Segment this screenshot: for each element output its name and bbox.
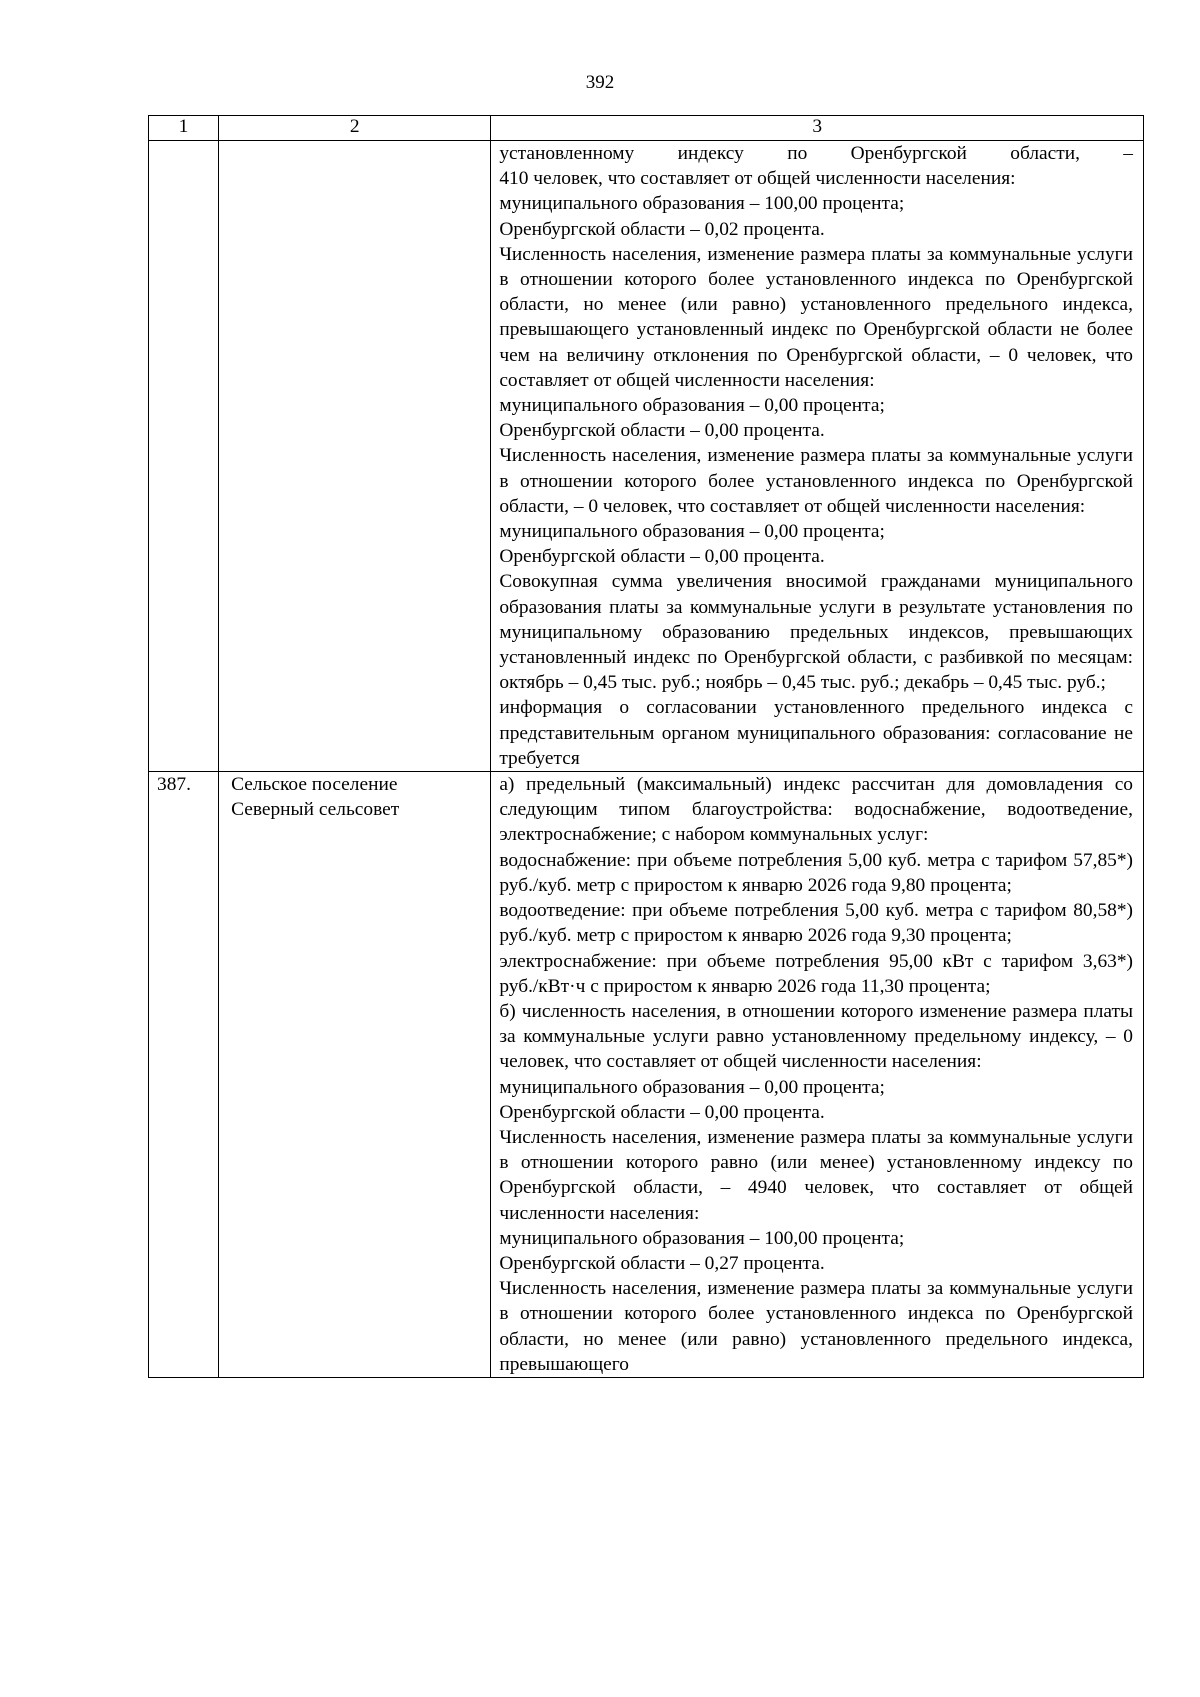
row-number-cell: 387. — [149, 772, 219, 1378]
description-paragraph: Численность населения, изменение размера платы за коммунальные услуги в отношении которого более установленного индекса по Оренбургской области, – 0 человек, что составляет от общей численности населения: — [499, 445, 1133, 517]
header-col-2: 2 — [219, 116, 491, 141]
description-paragraph: Оренбургской области – 0,00 процента. — [499, 1101, 825, 1123]
row-name-cell — [219, 772, 491, 1378]
description-paragraph: электроснабжение: при объеме потребления 95,00 кВт с тарифом 3,63*) руб./кВт·ч с приростом к январю 2026 года 11,30 процента; — [499, 950, 1133, 997]
page-number: 392 — [585, 72, 615, 93]
description-paragraph: информация о согласовании установленного предельного индекса с представительным органом муниципального образования: согласование не требуется — [499, 697, 1133, 769]
description-paragraph: Численность населения, изменение размера платы за коммунальные услуги в отношении которого более установленного индекса по Оренбургской области, но менее (или равно) установленного предельного индекса, превышающего — [499, 1278, 1133, 1375]
description-paragraph: Оренбургской области – 0,00 процента. — [499, 546, 825, 568]
settlement-type: Сельское поселение — [231, 774, 398, 796]
description-paragraph: водоснабжение: при объеме потребления 5,00 куб. метра с тарифом 57,85*) руб./куб. метр с приростом к январю 2026 года 9,80 процента; — [499, 849, 1133, 896]
header-col-3: 3 — [491, 116, 1144, 141]
row-number-cell — [149, 141, 219, 772]
description-paragraph: Оренбургской области – 0,02 процента. — [499, 218, 825, 240]
row-description-cell — [491, 772, 1144, 1378]
description-paragraph: Численность населения, изменение размера платы за коммунальные услуги в отношении которого более установленного индекса по Оренбургской области, но менее (или равно) установленного предельного индекса, превышающего установленный индекс по Оренбургской области не более чем на величину отклонения по Оренбургской области, – 0 человек, что составляет от общей численности населения: — [499, 243, 1133, 391]
row-description-cell — [491, 141, 1144, 772]
table-row-387 — [149, 772, 1144, 1378]
data-table — [148, 115, 1144, 1378]
description-paragraph: Совокупная сумма увеличения вносимой гражданами муниципального образования платы за коммунальные услуги в результате установления по муниципальному образованию предельных индексов, превышающих установленный индекс по Оренбургской области, с разбивкой по месяцам: октябрь – 0,45 тыс. руб.; ноябрь – 0,45 тыс. руб.; декабрь – 0,45 тыс. руб.; — [499, 571, 1133, 694]
table-header-row — [149, 116, 1144, 141]
description-paragraph: 410 человек, что составляет от общей численности населения: — [499, 168, 1016, 190]
description-paragraph: водоотведение: при объеме потребления 5,00 куб. метра с тарифом 80,58*) руб./куб. метр с приростом к январю 2026 года 9,30 процента; — [499, 900, 1133, 947]
settlement-name: Северный сельсовет — [231, 799, 400, 821]
description-paragraph: Оренбургской области – 0,00 процента. — [499, 420, 825, 442]
description-paragraph: установленному индексу по Оренбургской области, – — [499, 143, 1133, 164]
description-paragraph: Оренбургской области – 0,27 процента. — [499, 1252, 825, 1274]
table-row-continued — [149, 141, 1144, 772]
description-paragraph: муниципального образования – 0,00 процента; — [499, 1076, 885, 1098]
description-paragraph: а) предельный (максимальный) индекс рассчитан для домовладения со следующим типом благоустройства: водоснабжение, водоотведение, электроснабжение; с набором коммунальных услуг: — [499, 774, 1133, 846]
row-name-cell — [219, 141, 491, 772]
description-paragraph: муниципального образования – 100,00 процента; — [499, 1227, 905, 1249]
description-paragraph: б) численность населения, в отношении которого изменение размера платы за коммунальные услуги равно установленному предельному индексу, – 0 человек, что составляет от общей численности населения: — [499, 1000, 1133, 1073]
description-paragraph: муниципального образования – 0,00 процента; — [499, 521, 885, 543]
description-paragraph: муниципального образования – 0,00 процента; — [499, 395, 885, 417]
description-paragraph: Численность населения, изменение размера платы за коммунальные услуги в отношении которого равно (или менее) установленному индексу по Оренбургской области, – 4940 человек, что составляет от общей численности населения: — [499, 1126, 1133, 1224]
description-paragraph: муниципального образования – 100,00 процента; — [499, 193, 905, 215]
header-col-1: 1 — [149, 116, 219, 141]
